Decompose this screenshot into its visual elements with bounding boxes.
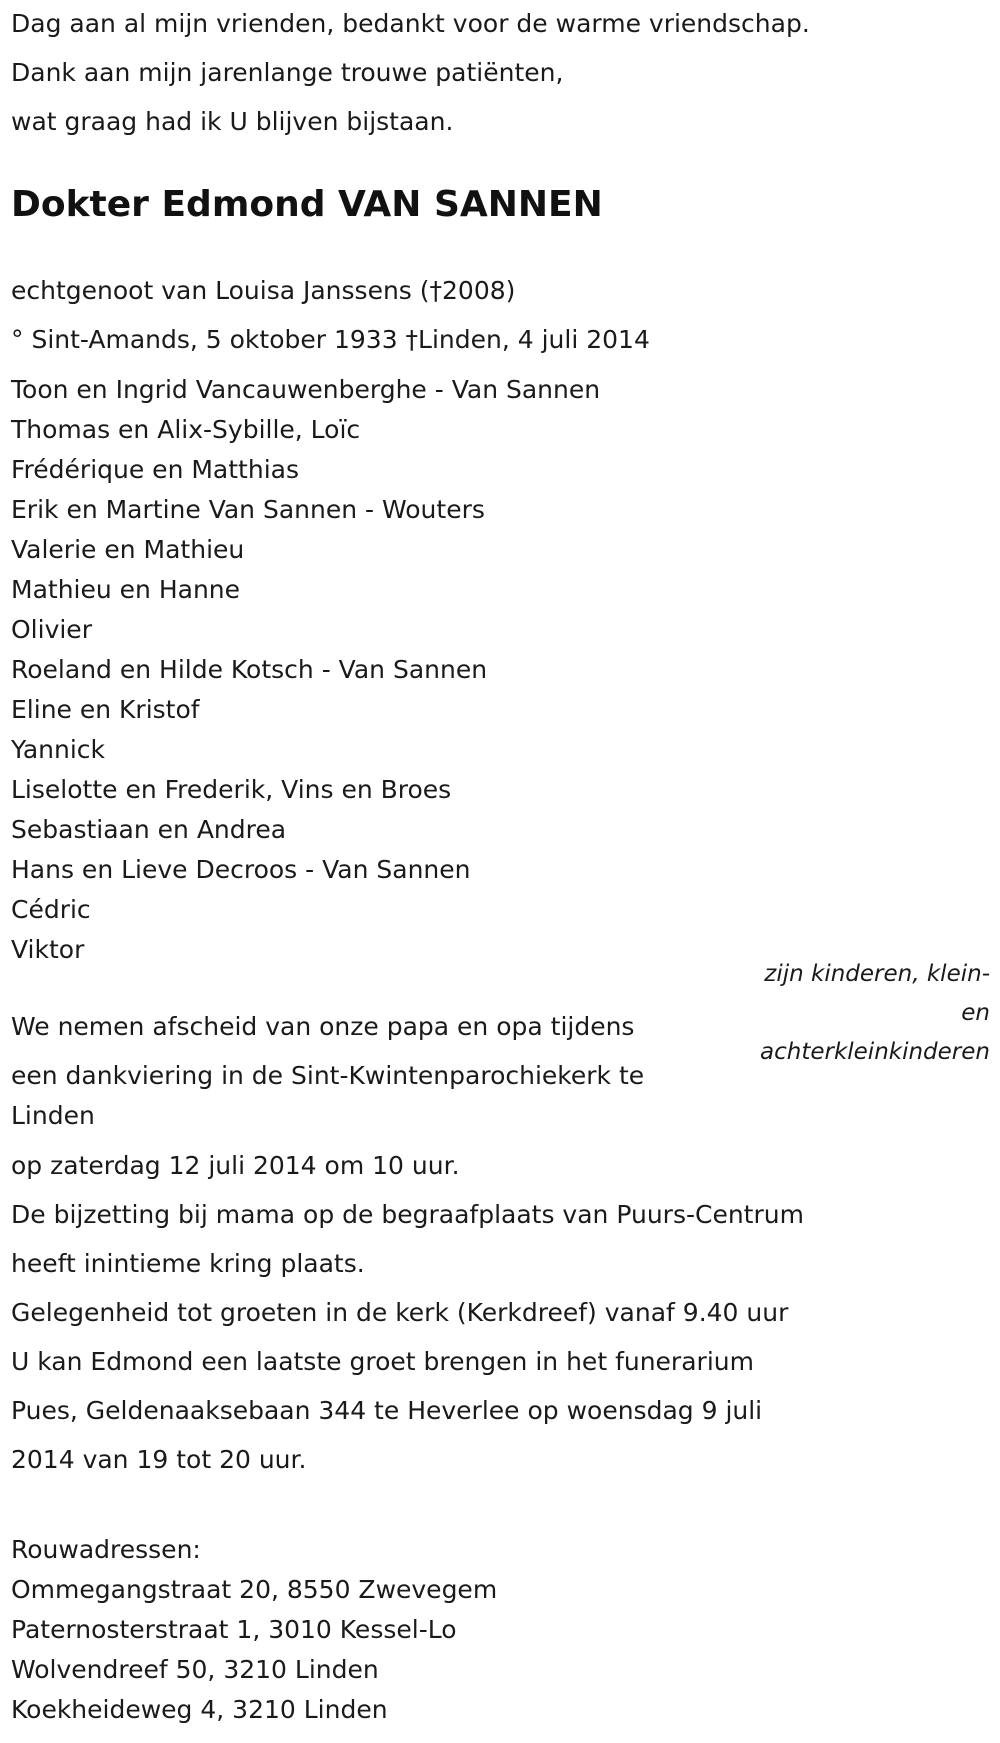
detail-line: op zaterdag 12 juli 2014 om 10 uur. bbox=[11, 1151, 460, 1180]
family-member: Yannick bbox=[11, 735, 106, 764]
family-member: Frédérique en Matthias bbox=[11, 455, 299, 484]
intro-line: Dank aan mijn jarenlange trouwe patiënten, bbox=[11, 58, 564, 87]
intro-line: Dag aan al mijn vrienden, bedankt voor de warme vriendschap. bbox=[11, 9, 810, 38]
relation-line: zijn kinderen, klein- bbox=[764, 961, 990, 987]
relation-caption bbox=[730, 955, 990, 1072]
relation-line: achterkleinkinderen bbox=[760, 1039, 990, 1065]
birth-death-line: ° Sint-Amands, 5 oktober 1933 †Linden, 4 juli 2014 bbox=[11, 325, 650, 354]
family-member: Hans en Lieve Decroos - Van Sannen bbox=[11, 855, 471, 884]
family-member: Cédric bbox=[11, 895, 91, 924]
family-member: Olivier bbox=[11, 615, 92, 644]
addresses-heading: Rouwadressen: bbox=[11, 1535, 201, 1564]
service-line: Linden bbox=[11, 1101, 95, 1130]
ceremony-details bbox=[11, 1146, 971, 1489]
detail-line: De bijzetting bij mama op de begraafplaats van Puurs-Centrum bbox=[11, 1200, 804, 1229]
family-list bbox=[11, 370, 711, 970]
relation-line: en bbox=[961, 1000, 990, 1026]
spouse-line: echtgenoot van Louisa Janssens (†2008) bbox=[11, 276, 516, 305]
intro-text bbox=[11, 4, 971, 151]
detail-line: 2014 van 19 tot 20 uur. bbox=[11, 1445, 307, 1474]
intro-line: wat graag had ik U blijven bijstaan. bbox=[11, 107, 454, 136]
family-member: Liselotte en Frederik, Vins en Broes bbox=[11, 775, 452, 804]
biographical-info bbox=[11, 271, 650, 369]
family-member: Roeland en Hilde Kotsch - Van Sannen bbox=[11, 655, 488, 684]
family-member: Thomas en Alix-Sybille, Loïc bbox=[11, 415, 361, 444]
address-line: Ommegangstraat 20, 8550 Zwevegem bbox=[11, 1575, 498, 1604]
detail-line: U kan Edmond een laatste groet brengen in het funerarium bbox=[11, 1347, 754, 1376]
address-line: Paternosterstraat 1, 3010 Kessel-Lo bbox=[11, 1615, 457, 1644]
detail-line: Gelegenheid tot groeten in de kerk (Kerkdreef) vanaf 9.40 uur bbox=[11, 1298, 789, 1327]
detail-line: heeft inintieme kring plaats. bbox=[11, 1249, 365, 1278]
deceased-name-title: Dokter Edmond VAN SANNEN bbox=[11, 184, 603, 225]
family-member: Valerie en Mathieu bbox=[11, 535, 245, 564]
service-line: een dankviering in de Sint-Kwintenparochiekerk te bbox=[11, 1061, 645, 1090]
condolence-addresses bbox=[11, 1530, 497, 1730]
family-member: Sebastiaan en Andrea bbox=[11, 815, 287, 844]
family-member: Eline en Kristof bbox=[11, 695, 200, 724]
family-member: Erik en Martine Van Sannen - Wouters bbox=[11, 495, 485, 524]
family-member: Viktor bbox=[11, 935, 85, 964]
service-announcement bbox=[11, 1007, 711, 1136]
address-line: Koekheideweg 4, 3210 Linden bbox=[11, 1695, 388, 1724]
address-line: Wolvendreef 50, 3210 Linden bbox=[11, 1655, 379, 1684]
detail-line: Pues, Geldenaaksebaan 344 te Heverlee op woensdag 9 juli bbox=[11, 1396, 763, 1425]
family-member: Mathieu en Hanne bbox=[11, 575, 241, 604]
family-member: Toon en Ingrid Vancauwenberghe - Van Sannen bbox=[11, 375, 601, 404]
service-line: We nemen afscheid van onze papa en opa tijdens bbox=[11, 1012, 635, 1041]
